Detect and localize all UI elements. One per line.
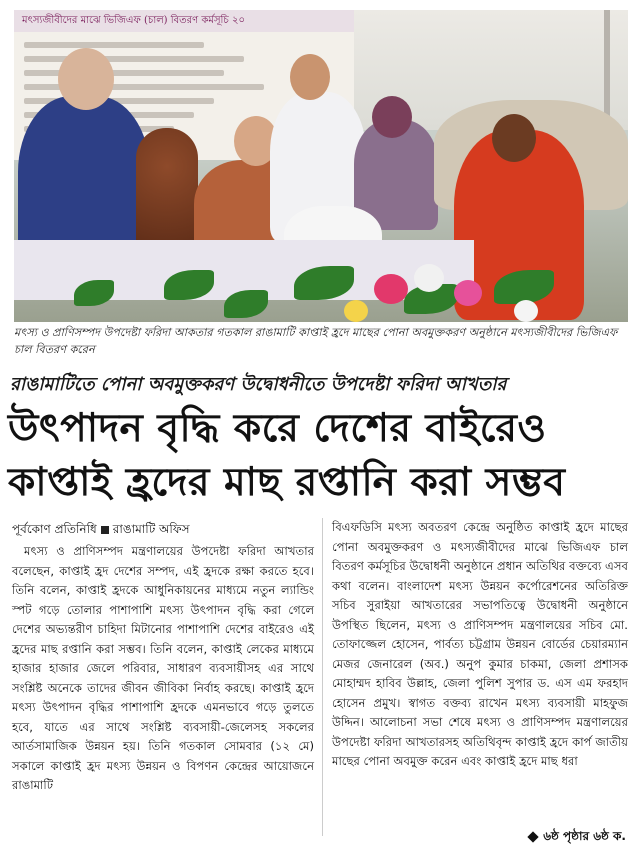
continuation-note: ৬ষ্ঠ পৃষ্ঠার ৬ষ্ঠ ক. — [529, 828, 626, 848]
column-divider — [322, 518, 323, 836]
banner-title: মৎস্যজীবীদের মাঝে ভিজিএফ (চাল) বিতরণ কর্মসূচি ২০ — [14, 10, 362, 32]
headline-line-2: কাপ্তাই হ্রদের মাছ রপ্তানি করা সম্ভব — [8, 460, 566, 505]
reporter-name: পূর্বকোণ প্রতিনিধি — [12, 522, 97, 536]
headline-line-1: উৎপাদন বৃদ্ধি করে দেশের বাইরেও — [8, 406, 547, 451]
wooden-chair — [136, 128, 198, 256]
body-column-2: বিএফডিসি মৎস্য অবতরণ কেন্দ্রে অনুষ্ঠিত কাপ্তাই হ্রদে মাছের পোনা অবমুক্তকরণ ও মৎস্যজীবীদের মাঝে ভিজিএফ চাল বিতরণ কর্মসূচির উদ্বোধনী অনুষ্ঠানে প্রধান অতিথির বক্তব্যে এসব কথা বলেন। বাংলাদেশ মৎস্য উন্নয়ন কর্পোরেশনের অতিরিক্ত সচিব সুরাইয়া আখতারের সভাপতিত্বে উদ্বোধনী অনুষ্ঠানে উপস্থিত ছিলেন, মৎস্য ও প্রাণিসম্পদ মন্ত্রণালয়ের সচিব মো. তোফাজ্জেল হোসেন, পার্বত্য চট্টগ্রাম উন্নয়ন বোর্ডের চেয়ারম্যান মেজর জেনারেল (অব.) অনুপ কুমার চাকমা, জেলা প্রশাসক মোহাম্মদ হাবিব উল্লাহ, জেলা পুলিশ সুপার ড. এস এম ফরহাদ হোসেন প্রমুখ। স্বাগত বক্তব্য রাখেন মৎস্য ব্যবসায়ী মাহফুজ উদ্দিন। আলোচনা সভা শেষে মৎস্য ও প্রাণিসম্পদ মন্ত্রণালয়ের উপদেষ্টা ফরিদা আখতারসহ অতিথিবৃন্দ কাপ্তাই হ্রদে কার্প জাতীয় মাছের পোনা অবমুক্ত করেন এবং কাপ্তাই হ্রদে মাছ ধরা — [332, 520, 628, 768]
byline — [12, 521, 312, 541]
body-column-1: মৎস্য ও প্রাণিসম্পদ মন্ত্রণালয়ের উপদেষ্টা ফরিদা আখতার বলেছেন, কাপ্তাই হ্রদ দেশের সম্পদ, এই হ্রদকে রক্ষা করতে হবে। তিনি বলেন, কাপ্তাই হ্রদকে আধুনিকায়নের মাধ্যমে নতুন ল্যান্ডিং স্পট গড়ে তোলার পাশাপাশি মৎস্য উৎপাদন বৃদ্ধি করা গেলে দেশের অভ্যন্তরীণ চাহিদা মিটানোর পাশাপাশি দেশের বাইরেও এই হ্রদের মাছ রপ্তানি করা সম্ভব। তিনি বলেন, কাপ্তাই লেকের মাধ্যমে হাজার হাজার জেলে পরিবার, সাধারণ ব্যবসায়ীসহ এর সাথে সংশ্লিষ্ট অনেকে তাদের জীবন জীবিকা নির্বাহ করছে। কাপ্তাই হ্রদে মৎস্য উৎপাদন বৃদ্ধির পাশাপাশি হ্রদকে এমনভাবে গড়ে তুলতে হবে, যাতে এর সাথে সংশ্লিষ্ট ব্যবসায়ী-জেলেসহ সকলের আর্তসামাজিক উন্নয়ন হয়। তিনি গতকাল সোমবার (১২ মে) সকালে কাপ্তাই হ্রদ মৎস্য উন্নয়ন ও বিপণন কেন্দ্রের আয়োজনে রাঙামাটি — [12, 544, 314, 792]
event-photo — [14, 10, 628, 322]
flower-arrangement — [74, 260, 574, 322]
office-name: রাঙামাটি অফিস — [112, 522, 190, 536]
diamond-bullet-icon — [528, 831, 539, 842]
main-headline — [8, 402, 630, 510]
kicker-headline: রাঙামাটিতে পোনা অবমুক্তকরণ উদ্বোধনীতে উপদেষ্টা ফরিদা আখতার — [10, 374, 507, 395]
square-bullet-icon — [101, 526, 109, 534]
photo-caption: মৎস্য ও প্রাণিসম্পদ উপদেষ্টা ফরিদা আকতার গতকাল রাঙামাটি কাপ্তাই হ্রদে মাছের পোনা অবমুক্তকরণ অনুষ্ঠানে মৎস্যজীবীদের ভিজিএফ চাল বিতরণ করেন — [14, 326, 618, 356]
